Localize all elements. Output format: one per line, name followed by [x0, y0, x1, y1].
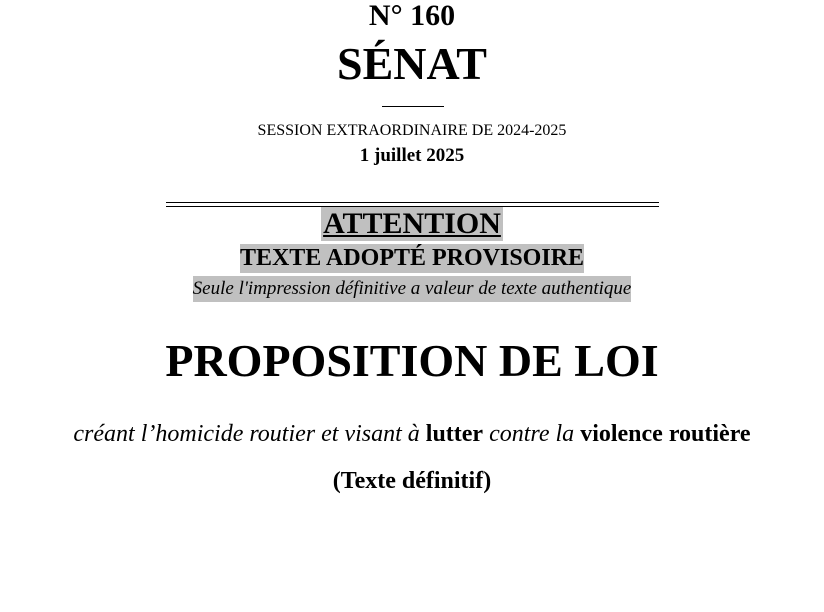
subject-part-4: violence routière	[580, 421, 751, 447]
document-subject	[0, 419, 824, 449]
session-label: SESSION EXTRAORDINAIRE DE 2024-2025	[257, 122, 567, 139]
title-divider	[382, 106, 444, 107]
text-version: (Texte définitif)	[332, 468, 492, 494]
provisional-status	[0, 244, 824, 273]
attention-banner	[0, 207, 824, 241]
authenticity-notice-text: Seule l'impression définitive a valeur de texte authentique	[193, 276, 632, 302]
provisional-status-label: TEXTE ADOPTÉ PROVISOIRE	[239, 245, 585, 271]
document-type-title: PROPOSITION DE LOI	[165, 335, 659, 386]
document-number: N° 160	[368, 0, 456, 32]
section-divider-top	[166, 202, 659, 203]
session-date: 1 juillet 2025	[359, 145, 465, 166]
subject-part-2: lutter	[425, 421, 484, 447]
attention-label: ATTENTION	[323, 207, 501, 240]
chamber-title: SÉNAT	[337, 38, 487, 89]
authenticity-notice	[0, 276, 824, 302]
subject-part-3: contre la	[483, 421, 581, 447]
subject-part-1: créant l’homicide routier et visant à	[73, 421, 426, 447]
